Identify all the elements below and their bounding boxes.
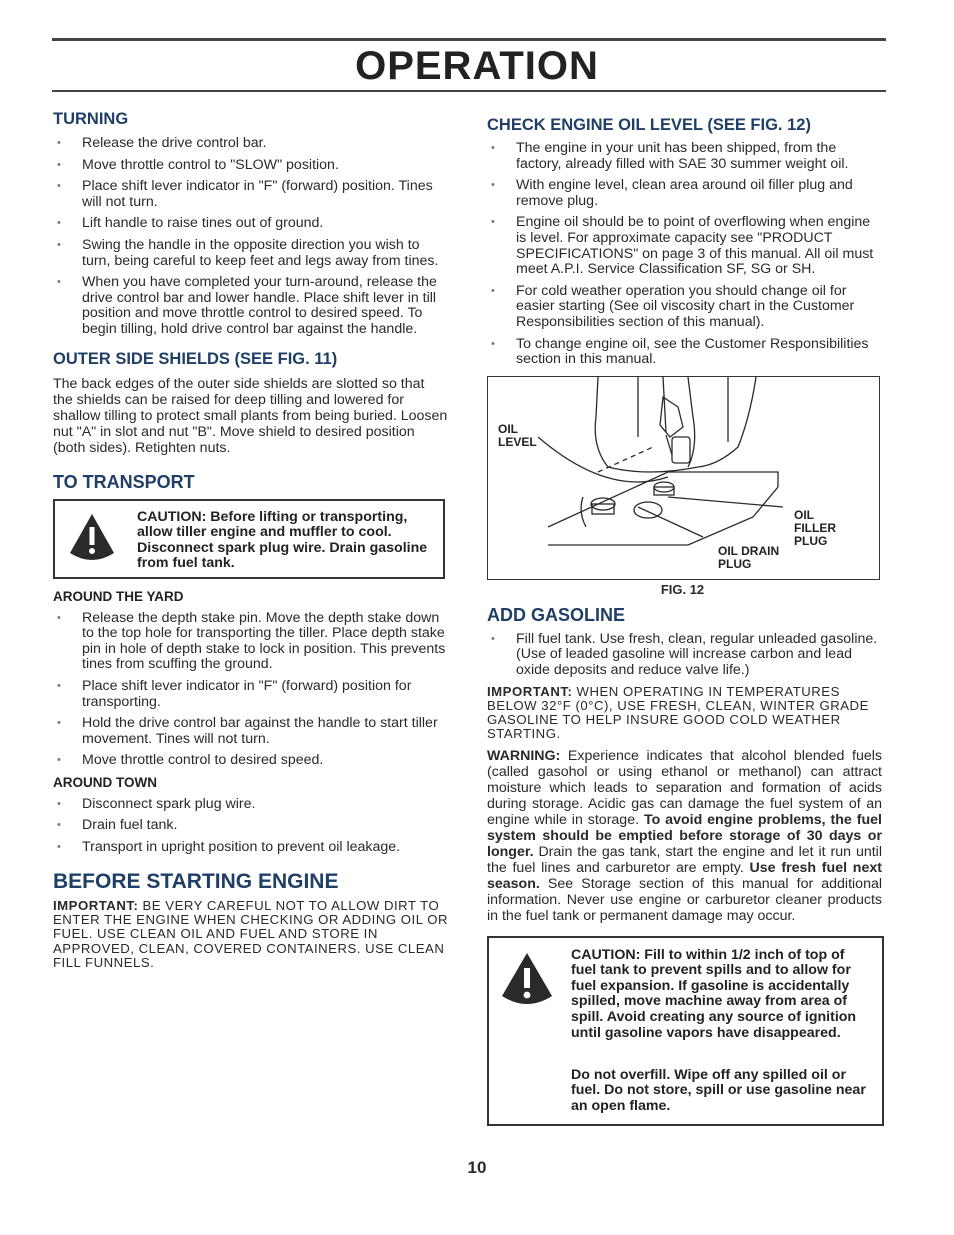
list-item: • Lift handle to raise tines out of ground. — [53, 216, 448, 232]
warning-icon — [67, 511, 117, 567]
right-column — [487, 116, 882, 1126]
gasoline-caution-text-2: Do not overfill. Wipe off any spilled oil or fuel. Do not store, spill or use gasoline near an open flame. — [571, 1066, 866, 1114]
list-item: • To change engine oil, see the Customer Responsibilities section in this manual. — [487, 337, 882, 368]
transport-heading: TO TRANSPORT — [53, 471, 195, 492]
list-item: • Engine oil should be to point of overflowing when engine is level. For approximate capacity see "PRODUCT SPECIFICATIONS" on page 3 of this manual. All oil must meet A.P.I. Service Classification SF, SG or SH. — [487, 215, 882, 277]
check-oil-section — [487, 116, 882, 368]
list-item: • Move throttle control to "SLOW" position. — [53, 158, 448, 174]
around-yard-list — [53, 611, 448, 769]
turning-heading: TURNING — [53, 110, 129, 128]
list-item: • Hold the drive control bar against the handle to start tiller movement. Tines will not turn. — [53, 716, 448, 747]
gasoline-important — [487, 685, 882, 742]
list-item: • Place shift lever indicator in "F" (forward) position for transporting. — [53, 679, 448, 710]
warning-bold-2: Use fresh fuel next season. — [487, 859, 882, 892]
before-starting-text — [53, 899, 448, 970]
outer-shields-text: The back edges of the outer side shields are slotted so that the shields can be raised for deep tilling and lowered for shallow tilling to protect small plants from being buried. Loosen nut "A" in slot and nut "B". Move shield to desired position (both sides). Retighten nuts. — [53, 375, 448, 456]
label-oil-filler-plug: OIL FILLER PLUG — [794, 507, 836, 548]
outer-shields-section — [53, 350, 448, 456]
label-oil-level: OIL LEVEL — [498, 421, 537, 449]
engine-oil-illustration — [488, 377, 879, 579]
list-item: • The engine in your unit has been shipped, from the factory, already filled with SAE 30 summer weight oil. — [487, 141, 882, 172]
list-item: • Release the depth stake pin. Move the depth stake down to the top hole for transporting the tiller. Place depth stake pin in hole of depth stake to lock in position. This prevents tines from scuffing the ground. — [53, 611, 448, 673]
around-town-heading: AROUND TOWN — [53, 774, 157, 790]
page-title: OPERATION — [355, 44, 599, 88]
transport-caution-text: CAUTION: Before lifting or transporting, allow tiller engine and muffler to cool. Disconnect spark plug wire. Drain gasoline from fuel tank. — [137, 508, 428, 572]
check-oil-heading: CHECK ENGINE OIL LEVEL (SEE FIG. 12) — [487, 116, 811, 134]
list-item: • Disconnect spark plug wire. — [53, 797, 448, 813]
left-column — [53, 110, 448, 970]
add-gasoline-section — [487, 605, 882, 1126]
around-town-list — [53, 797, 448, 856]
page-number: 10 — [467, 1158, 487, 1177]
check-oil-list — [487, 141, 882, 368]
header-rule-bottom — [52, 90, 886, 92]
warning-text-1: Experience indicates that alcohol blended fuels (called gasohol or using ethanol or methanol) can attract moisture which leads to separation and formation of acids during storage. Acidic gas can damage the fuel system of an engine while in storage. — [487, 747, 882, 828]
important-text: BE VERY CAREFUL NOT TO ALLOW DIRT TO ENTER THE ENGINE WHEN CHECKING OR ADDING OIL OR FUEL. USE CLEAN OIL AND FUEL AND STORE IN APPROVED, CLEAN, COVERED CONTAINERS. USE CLEAN FILL FUNNELS. — [53, 897, 448, 970]
important-label: IMPORTANT: — [487, 683, 573, 699]
figure-caption: FIG. 12 — [660, 581, 705, 597]
figure-12 — [487, 376, 880, 580]
list-item: • When you have completed your turn-around, release the drive control bar and lower handle. Place shift lever in till position and move throttle control to desired speed. To begin tilling, hold drive control bar against the handle. — [53, 275, 448, 337]
list-item: • For cold weather operation you should change oil for easier starting (See oil viscosity chart in the Customer Responsibilities section of this manual). — [487, 284, 882, 331]
list-item: • Fill fuel tank. Use fresh, clean, regular unleaded gasoline. (Use of leaded gasoline will increase carbon and lead oxide deposits and reduce valve life.) — [487, 632, 882, 679]
list-item: • Transport in upright position to prevent oil leakage. — [53, 840, 448, 856]
add-gasoline-list — [487, 632, 882, 679]
before-starting-section — [53, 870, 448, 970]
important-label: IMPORTANT: — [53, 897, 139, 913]
around-yard-heading: AROUND THE YARD — [53, 588, 184, 604]
header-rule-top — [52, 38, 886, 41]
turning-section — [53, 110, 448, 338]
warning-icon — [499, 950, 555, 1012]
list-item: • With engine level, clean area around oil filler plug and remove plug. — [487, 178, 882, 209]
warning-text-3: See Storage section of this manual for additional information. Never use engine or carburetor cleaner products in the fuel tank or permanent damage may occur. — [487, 875, 883, 924]
list-item: • Move throttle control to desired speed. — [53, 753, 448, 769]
list-item: • Swing the handle in the opposite direction you wish to turn, being careful to keep feet and legs away from tines. — [53, 238, 448, 269]
outer-shields-heading: OUTER SIDE SHIELDS (SEE FIG. 11) — [53, 349, 338, 368]
gasoline-warning — [487, 748, 882, 924]
list-item: • Drain fuel tank. — [53, 818, 448, 834]
transport-caution-box — [53, 499, 445, 579]
label-oil-drain-plug: OIL DRAIN PLUG — [718, 543, 780, 571]
transport-section — [53, 472, 448, 856]
list-item: • Release the drive control bar. — [53, 136, 448, 152]
gasoline-caution-box — [487, 936, 884, 1126]
warning-bold-1: To avoid engine problems, the fuel system should be emptied before storage of 30 days or longer. — [487, 811, 882, 860]
gasoline-caution-text-1: CAUTION: Fill to within 1/2 inch of top of fuel tank to prevent spills and to allow for fuel expansion. If gasoline is accidentally spilled, move machine away from area of spill. Avoid creating any source of ignition until gasoline vapors have disappeared. — [571, 946, 857, 1041]
list-item: • Place shift lever indicator in "F" (forward) position. Tines will not turn. — [53, 179, 448, 210]
warning-text-2: Drain the gas tank, start the engine and let it run until the fuel lines and carburetor are empty. — [487, 843, 882, 876]
warning-label: WARNING: — [487, 747, 561, 764]
before-starting-heading: BEFORE STARTING ENGINE — [53, 869, 339, 893]
add-gasoline-heading: ADD GASOLINE — [487, 604, 626, 625]
important-text: WHEN OPERATING IN TEMPERATURES BELOW 32°F (0°C), USE FRESH, CLEAN, WINTER GRADE GASOLINE TO HELP INSURE GOOD COLD WEATHER STARTING. — [487, 683, 869, 742]
turning-list — [53, 136, 448, 338]
